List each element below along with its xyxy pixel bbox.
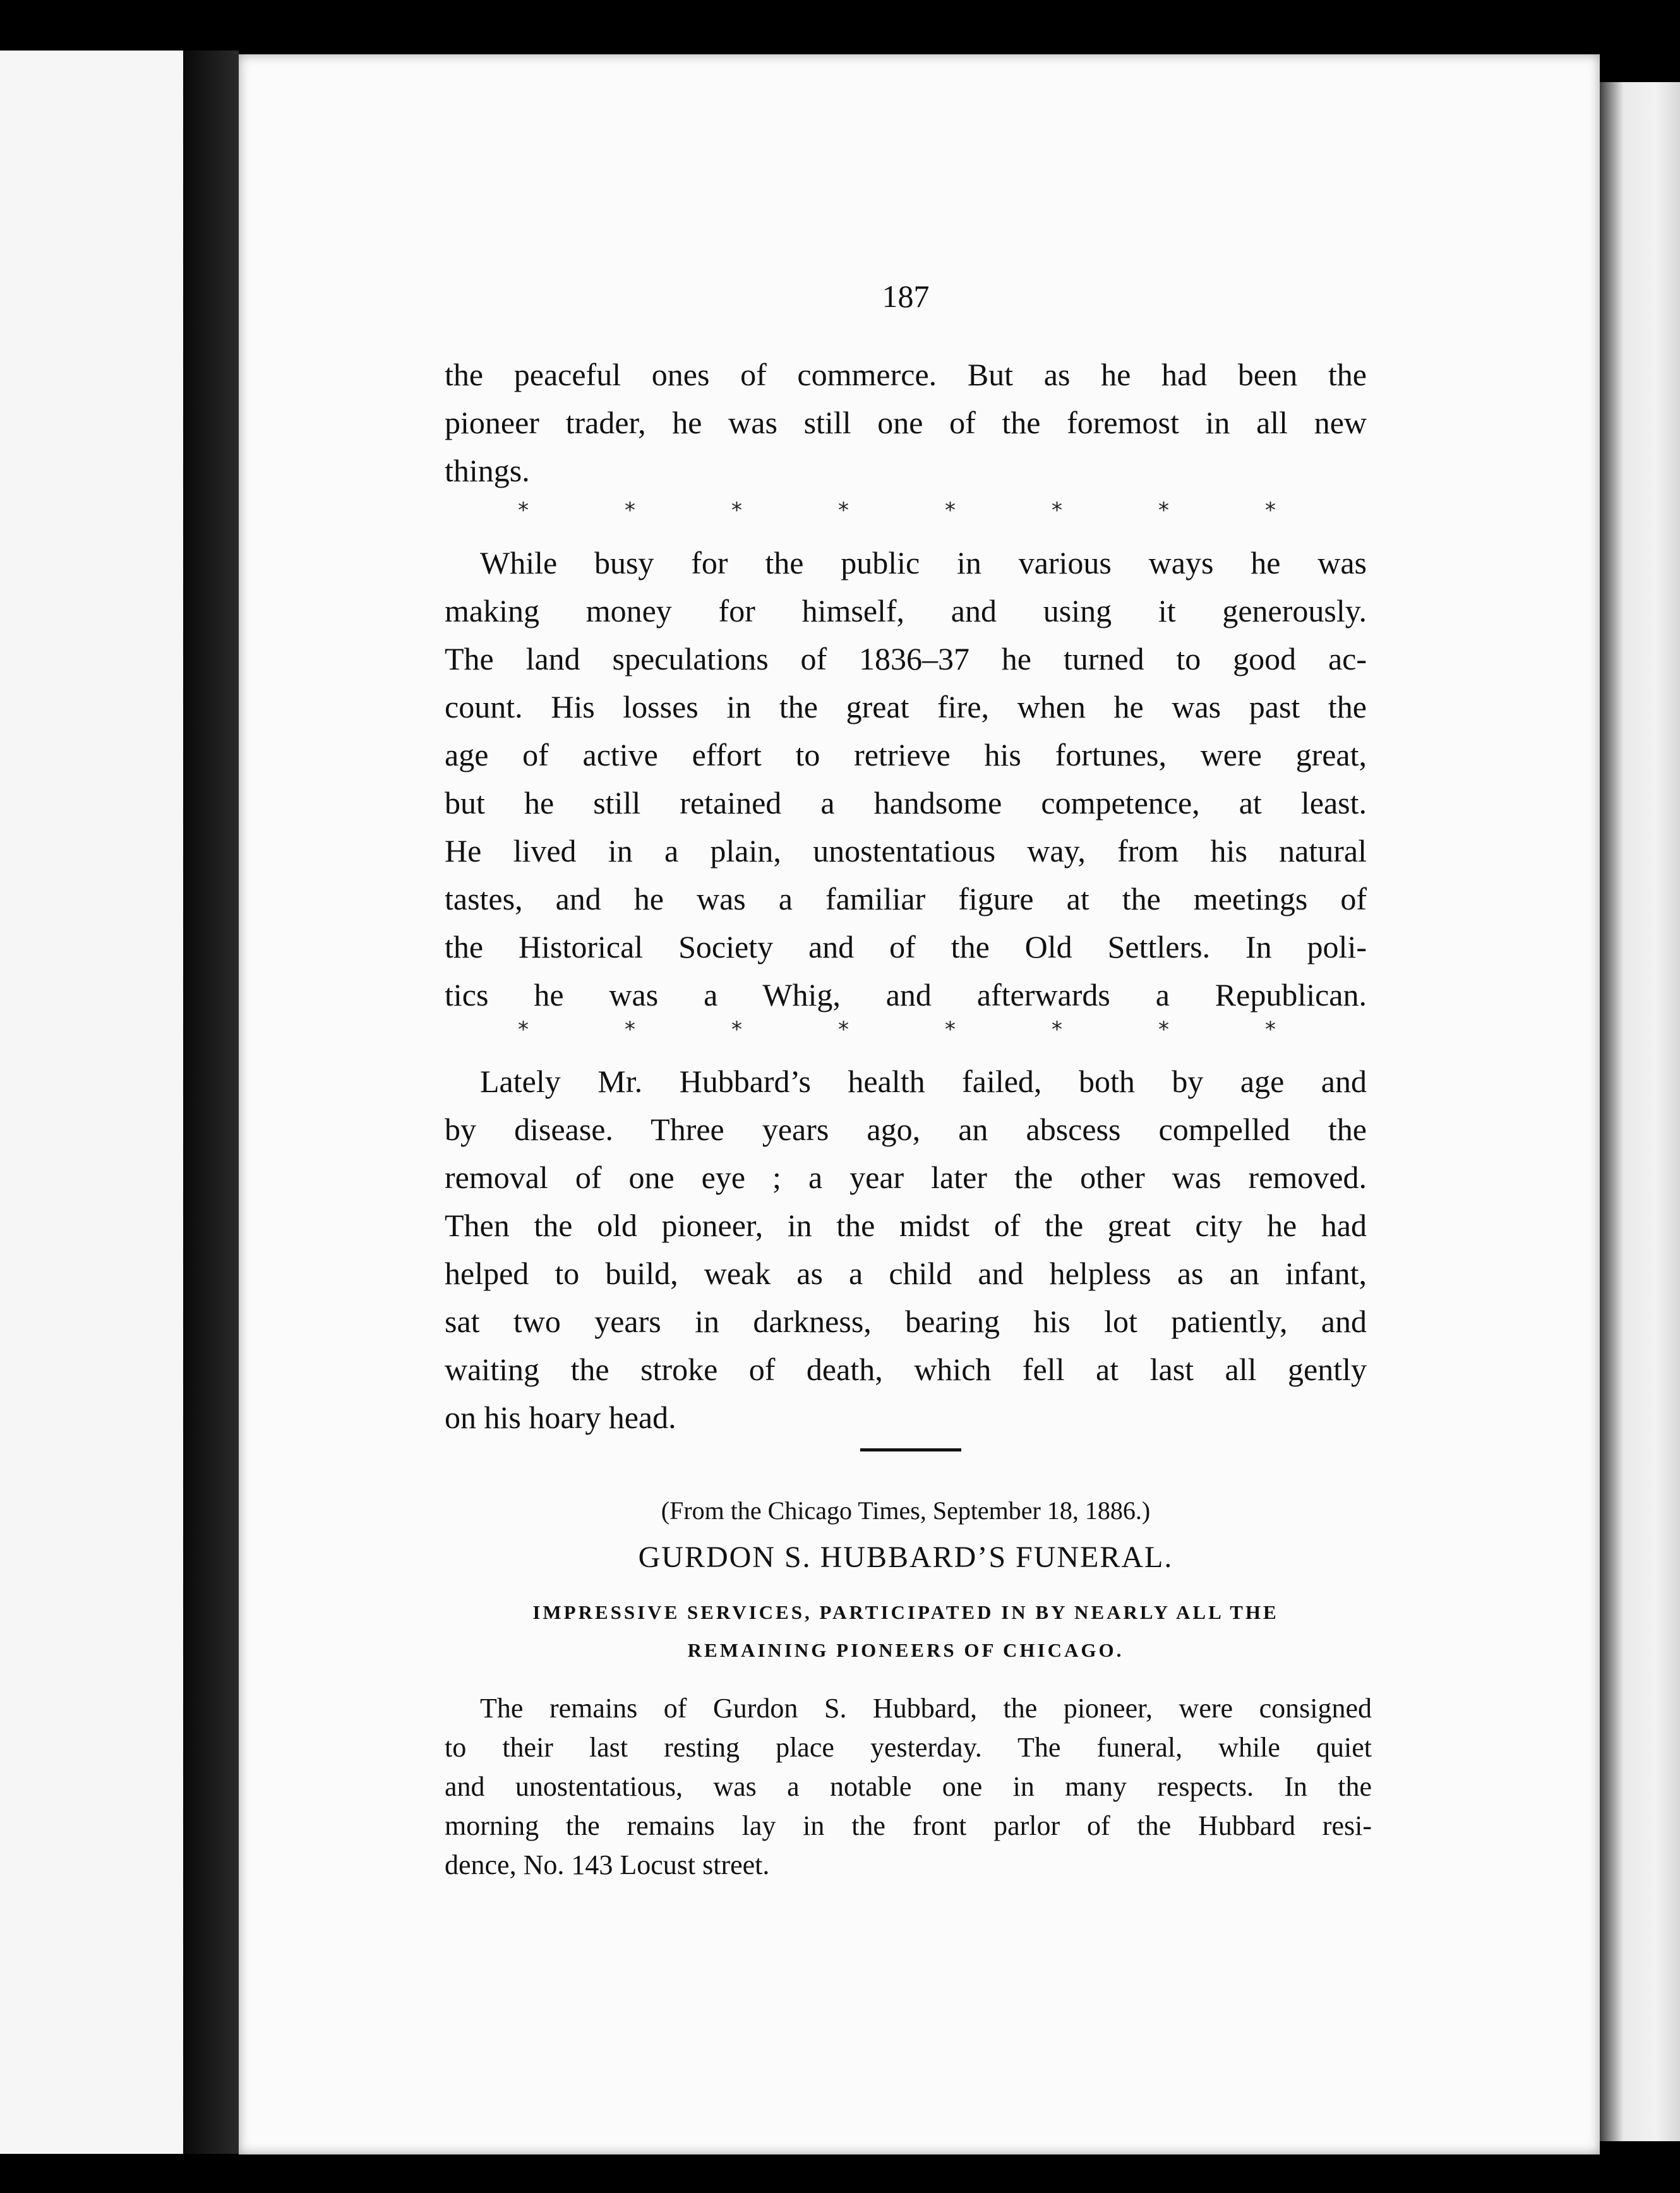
separator-star: * xyxy=(518,498,529,523)
paragraph-3-line: Then the old pioneer, in the midst of the great city he had xyxy=(445,1208,1367,1243)
paragraph-3-line: by disease. Three years ago, an abscess compelled the xyxy=(445,1112,1367,1147)
paragraph-2-line: He lived in a plain, unostentatious way, from his natural xyxy=(445,833,1367,868)
separator-star: * xyxy=(731,498,742,523)
facing-page-edge xyxy=(0,51,184,2154)
separator-star: * xyxy=(945,1017,956,1042)
paragraph-2-line: age of active effort to retrieve his fortunes, were great, xyxy=(445,737,1367,772)
paragraph-1-line: pioneer trader, he was still one of the foremost in all new xyxy=(445,405,1367,440)
separator-star: * xyxy=(1052,498,1062,523)
paragraph-4-line: morning the remains lay in the front parlor of the Hubbard resi- xyxy=(445,1810,1372,1841)
source-citation: (From the Chicago Times, September 18, 1886.) xyxy=(661,1496,1151,1525)
section-separator xyxy=(518,498,1276,523)
paragraph-2-line: tics he was a Whig, and afterwards a Republican. xyxy=(445,977,1367,1012)
paragraph-1-line: the peaceful ones of commerce. But as he had been the xyxy=(445,357,1367,392)
paragraph-3-line: helped to build, weak as a child and helpless as an infant, xyxy=(445,1256,1367,1291)
paragraph-2-line: count. His losses in the great fire, when he was past the xyxy=(445,689,1367,724)
separator-star: * xyxy=(838,1017,849,1042)
article-subheadline: IMPRESSIVE SERVICES, PARTICIPATED IN BY NEARLY ALL THE xyxy=(532,1601,1279,1623)
book-gutter xyxy=(183,51,239,2154)
separator-star: * xyxy=(1265,1017,1276,1042)
separator-star: * xyxy=(945,498,956,523)
paragraph-2-line: but he still retained a handsome competence, at least. xyxy=(445,785,1367,820)
paragraph-3-line: sat two years in darkness, bearing his lot patiently, and xyxy=(445,1304,1367,1339)
separator-star: * xyxy=(518,1017,529,1042)
separator-star: * xyxy=(1265,498,1276,523)
paragraph-2-line: tastes, and he was a familiar figure at the meetings of xyxy=(445,881,1367,916)
paragraph-4-line: and unostentatious, was a notable one in many respects. In the xyxy=(445,1771,1372,1802)
paragraph-2-line: While busy for the public in various ways he was xyxy=(480,545,1367,580)
paragraph-2-line: The land speculations of 1836–37 he turned to good ac- xyxy=(445,641,1367,676)
paragraph-4-line: dence, No. 143 Locust street. xyxy=(445,1849,770,1880)
section-separator xyxy=(518,1017,1276,1042)
page-number: 187 xyxy=(882,279,930,314)
section-rule xyxy=(860,1448,961,1451)
separator-star: * xyxy=(625,1017,635,1042)
paragraph-3-line: on his hoary head. xyxy=(445,1400,676,1435)
paragraph-3-line: removal of one eye ; a year later the other was removed. xyxy=(445,1160,1367,1195)
separator-star: * xyxy=(1158,498,1169,523)
paragraph-2-line: making money for himself, and using it generously. xyxy=(445,593,1367,628)
paragraph-3-line: waiting the stroke of death, which fell at last all gently xyxy=(445,1352,1367,1387)
page-stack-edge xyxy=(1599,82,1680,2141)
paragraph-4-line: The remains of Gurdon S. Hubbard, the pioneer, were consigned xyxy=(480,1693,1372,1724)
separator-star: * xyxy=(625,498,635,523)
separator-star: * xyxy=(1158,1017,1169,1042)
separator-star: * xyxy=(1052,1017,1062,1042)
paragraph-1-line: things. xyxy=(445,453,530,488)
separator-star: * xyxy=(731,1017,742,1042)
paragraph-4-line: to their last resting place yesterday. The funeral, while quiet xyxy=(445,1732,1372,1763)
article-subheadline: REMAINING PIONEERS OF CHICAGO. xyxy=(687,1639,1124,1661)
paragraph-3-line: Lately Mr. Hubbard’s health failed, both by age and xyxy=(480,1064,1367,1099)
paragraph-2-line: the Historical Society and of the Old Settlers. In poli- xyxy=(445,929,1367,964)
article-headline: GURDON S. HUBBARD’S FUNERAL. xyxy=(638,1541,1173,1574)
separator-star: * xyxy=(838,498,849,523)
